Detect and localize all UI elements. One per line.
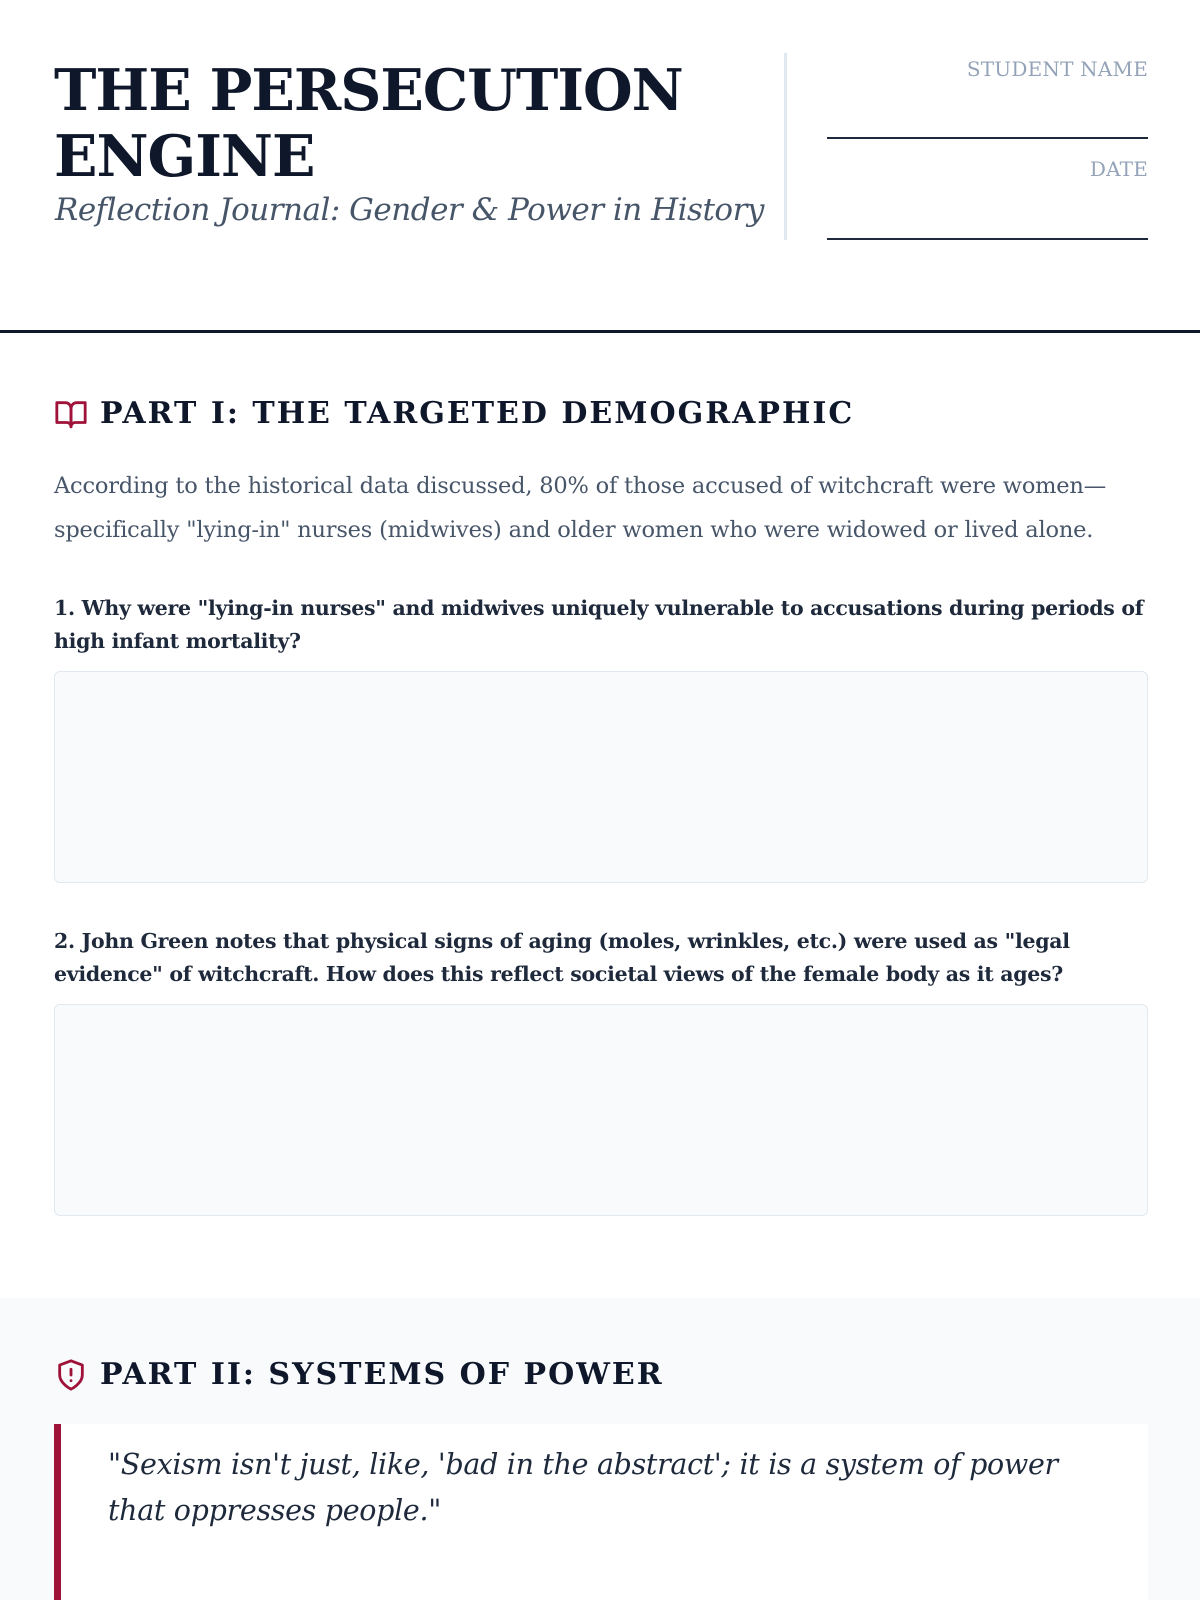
- date-field[interactable]: [827, 238, 1148, 240]
- student-name-field[interactable]: [827, 137, 1148, 139]
- answer-box-1[interactable]: [54, 671, 1148, 883]
- worksheet-header: [0, 0, 1200, 333]
- part1-heading-text: PART I: THE TARGETED DEMOGRAPHIC: [100, 396, 855, 431]
- quote-text: "Sexism isn't just, like, 'bad in the abstract'; it is a system of power that oppresses people.": [108, 1448, 1058, 1527]
- part1-intro: According to the historical data discussed, 80% of those accused of witchcraft were women—specifically "lying-in" nurses (midwives) and older women who were widowed or lived alone.: [54, 473, 1107, 543]
- student-name-label: STUDENT NAME: [966, 57, 1148, 81]
- title-line-1: THE PERSECUTION: [54, 57, 683, 124]
- answer-box-2[interactable]: [54, 1004, 1148, 1216]
- part2-heading-text: PART II: SYSTEMS OF POWER: [100, 1357, 664, 1392]
- book-icon: [54, 397, 88, 431]
- page-subtitle: Reflection Journal: Gender & Power in History: [55, 192, 764, 228]
- question-1: 1. Why were "lying-in nurses" and midwives uniquely vulnerable to accusations during periods of high infant mortality?: [54, 596, 1144, 653]
- date-label: DATE: [1089, 157, 1148, 181]
- part2-heading: [54, 1357, 664, 1392]
- header-divider: [784, 53, 787, 240]
- question-2: 2. John Green notes that physical signs of aging (moles, wrinkles, etc.) were used as "legal evidence" of witchcraft. How does this reflect societal views of the female body as it ages?: [54, 929, 1070, 986]
- title-line-2: ENGINE: [54, 123, 315, 190]
- page-title: [54, 58, 754, 190]
- shield-alert-icon: [54, 1358, 88, 1392]
- part1-heading: [54, 396, 854, 431]
- quote-block: [54, 1424, 1148, 1600]
